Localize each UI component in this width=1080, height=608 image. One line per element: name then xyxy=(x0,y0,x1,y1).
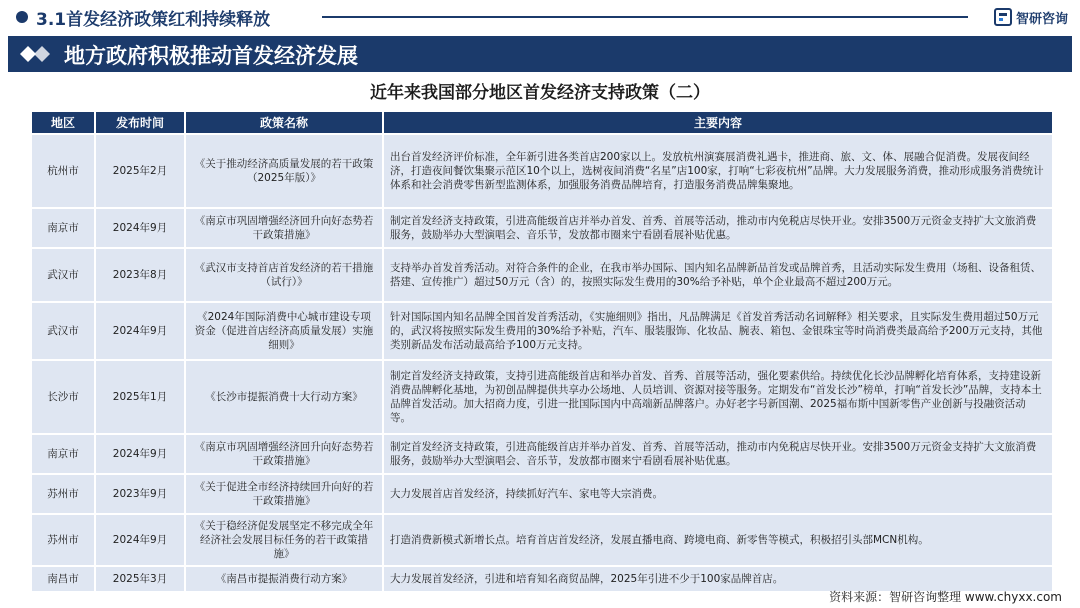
table-row xyxy=(32,515,1052,565)
cell-date: 2024年9月 xyxy=(96,515,184,565)
table-row xyxy=(32,361,1052,433)
cell-policy: 《2024年国际消费中心城市建设专项资金（促进首店经济高质量发展）实施细则》 xyxy=(186,303,382,359)
cell-region: 长沙市 xyxy=(32,361,94,433)
cell-content: 针对国际国内知名品牌全国首发首秀活动，《实施细则》指出，凡品牌满足《首发首秀活动名词解释》相关要求，且实际发生费用超过50万元的，武汉将按照实际发生费用的30%给予补贴，汽车、服装服饰、化妆品、腕表、箱包、金银珠宝等时尚消费类最高给予200万元支持，其他类别新品发布活动最高给予100万元支持。 xyxy=(384,303,1052,359)
policy-table xyxy=(30,110,1054,593)
banner-title: 地方政府积极推动首发经济发展 xyxy=(64,44,358,68)
cell-region: 苏州市 xyxy=(32,515,94,565)
cell-date: 2025年1月 xyxy=(96,361,184,433)
cell-content: 大力发展首店首发经济，持续抓好汽车、家电等大宗消费。 xyxy=(384,475,1052,513)
cell-policy: 《长沙市提振消费十大行动方案》 xyxy=(186,361,382,433)
cell-region: 杭州市 xyxy=(32,135,94,207)
cell-date: 2025年2月 xyxy=(96,135,184,207)
cell-content: 制定首发经济支持政策，引进高能级首店并举办首发、首秀、首展等活动，推动市内免税店尽快开业。安排3500万元资金支持扩大文旅消费服务，鼓励举办大型演唱会、音乐节，发放都市圈来宁看剧看展补贴优惠。 xyxy=(384,435,1052,473)
source-note: 资料来源：智研咨询整理 www.chyxx.com xyxy=(829,590,1062,604)
cell-policy: 《武汉市支持首店首发经济的若干措施（试行）》 xyxy=(186,249,382,301)
table-title: 近年来我国部分地区首发经济支持政策（二） xyxy=(370,83,710,103)
table-row xyxy=(32,303,1052,359)
zhiyan-logo-icon xyxy=(994,8,1012,26)
top-bar xyxy=(0,0,1080,34)
table-row xyxy=(32,435,1052,473)
table-row xyxy=(32,475,1052,513)
cell-content: 打造消费新模式新增长点。培育首店首发经济，发展直播电商、跨境电商、新零售等模式，积极招引头部MCN机构。 xyxy=(384,515,1052,565)
cell-region: 南京市 xyxy=(32,209,94,247)
column-header-region: 地区 xyxy=(32,112,94,133)
cell-region: 南昌市 xyxy=(32,567,94,591)
header-rule xyxy=(322,16,968,18)
logo-text: 智研咨询 xyxy=(1015,11,1068,27)
table-row xyxy=(32,209,1052,247)
column-header-content: 主要内容 xyxy=(384,112,1052,133)
cell-date: 2025年3月 xyxy=(96,567,184,591)
cell-date: 2024年9月 xyxy=(96,435,184,473)
cell-policy: 《关于稳经济促发展坚定不移完成全年经济社会发展目标任务的若干政策措施》 xyxy=(186,515,382,565)
cell-region: 武汉市 xyxy=(32,303,94,359)
cell-policy: 《南京市巩固增强经济回升向好态势若干政策措施》 xyxy=(186,435,382,473)
cell-content: 大力发展首发经济，引进和培育知名商贸品牌，2025年引进不少于100家品牌首店。 xyxy=(384,567,1052,591)
cell-content: 出台首发经济评价标准，全年新引进各类首店200家以上。发放杭州演赛展消费礼遇卡，推进商、旅、文、体、展融合促消费。发展夜间经济，打造夜间餐饮集聚示范区10个以上，选树夜间消费“名星”店100家，打响“七彩夜杭州”品牌。大力发展服务消费，推动形成服务消费统计体系和社会消费零售新型监测体系，加强服务消费品牌培育，打造服务消费品牌集聚地。 xyxy=(384,135,1052,207)
column-header-date: 发布时间 xyxy=(96,112,184,133)
cell-date: 2023年9月 xyxy=(96,475,184,513)
cell-region: 南京市 xyxy=(32,435,94,473)
cell-policy: 《南京市巩固增强经济回升向好态势若干政策措施》 xyxy=(186,209,382,247)
section-bullet xyxy=(16,11,28,23)
section-title: 3.1首发经济政策红利持续释放 xyxy=(36,10,271,30)
table-row xyxy=(32,135,1052,207)
double-diamond-icon xyxy=(20,46,54,62)
brand-logo xyxy=(994,7,1068,27)
cell-content: 制定首发经济支持政策，引进高能级首店并举办首发、首秀、首展等活动，推动市内免税店尽快开业。安排3500万元资金支持扩大文旅消费服务，鼓励举办大型演唱会、音乐节，发放都市圈来宁看剧看展补贴优惠。 xyxy=(384,209,1052,247)
cell-policy: 《南昌市提振消费行动方案》 xyxy=(186,567,382,591)
cell-content: 支持举办首发首秀活动。对符合条件的企业，在我市举办国际、国内知名品牌新品首发或品牌首秀，且活动实际发生费用（场租、设备租赁、搭建、宣传推广）超过50万元（含）的，按照实际发生费用的30%给予补贴，单个企业最高不超过200万元。 xyxy=(384,249,1052,301)
cell-policy: 《关于促进全市经济持续回升向好的若干政策措施》 xyxy=(186,475,382,513)
table-row xyxy=(32,249,1052,301)
cell-date: 2023年8月 xyxy=(96,249,184,301)
cell-date: 2024年9月 xyxy=(96,209,184,247)
cell-date: 2024年9月 xyxy=(96,303,184,359)
cell-policy: 《关于推动经济高质量发展的若干政策（2025年版）》 xyxy=(186,135,382,207)
cell-content: 制定首发经济支持政策，支持引进高能级首店和举办首发、首秀、首展等活动，强化要素供给。持续优化长沙品牌孵化培育体系，支持建设新消费品牌孵化基地，为初创品牌提供共享办公场地、人员培训、资源对接等服务。定期发布“首发长沙”榜单，打响“首发长沙”品牌，支持本土品牌首发活动。加大招商力度，引进一批国际国内中高端新品牌落户。办好老字号新国潮、2025福布斯中国新零售产业创新与投融资活动等。 xyxy=(384,361,1052,433)
column-header-policy: 政策名称 xyxy=(186,112,382,133)
cell-region: 苏州市 xyxy=(32,475,94,513)
table-header-row xyxy=(32,112,1052,133)
cell-region: 武汉市 xyxy=(32,249,94,301)
title-banner xyxy=(8,36,1072,72)
